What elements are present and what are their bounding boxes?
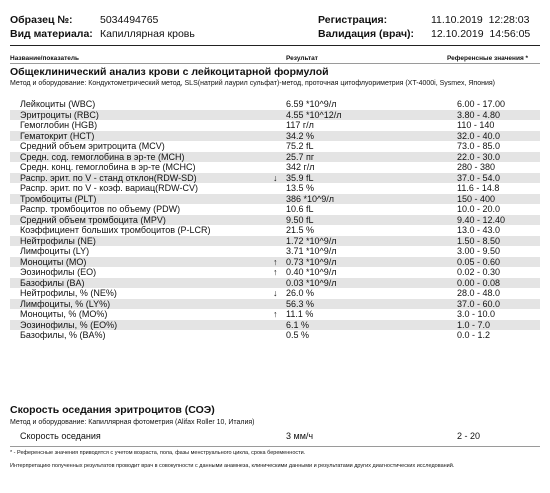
reference-range: 110 - 140 <box>457 120 495 130</box>
result-value: 386 *10^9/л <box>286 193 335 204</box>
result-value: 11.1 % <box>286 309 314 319</box>
result-value: 9.50 fL <box>286 214 314 225</box>
reference-range: 28.0 - 48.0 <box>457 288 501 298</box>
result-name: Гемоглобин (HGB) <box>20 120 98 130</box>
cbc-results-table <box>10 99 540 341</box>
result-name: Эозинофилы, % (EO%) <box>20 319 118 330</box>
result-name: Лимфоциты, % (LY%) <box>20 298 111 309</box>
result-value: 10.6 fL <box>286 204 314 214</box>
result-value: 0.73 *10^9/л <box>286 256 337 267</box>
reference-range: 0.02 - 0.30 <box>457 267 501 277</box>
result-value: 25.7 пг <box>286 151 315 162</box>
result-row <box>10 141 540 152</box>
reference-range: 37.0 - 54.0 <box>457 172 501 183</box>
result-row <box>10 257 540 268</box>
esr-result-value: 3 мм/ч <box>286 431 314 441</box>
result-value: 35.9 fL <box>286 172 314 183</box>
reference-range: 0.0 - 1.2 <box>457 330 491 340</box>
result-row <box>10 267 540 278</box>
result-row <box>10 204 540 215</box>
result-row <box>10 236 540 247</box>
column-name-heading: Название/показатель <box>10 55 80 62</box>
abnormal-flag-icon: ↑ <box>273 309 278 319</box>
abnormal-flag-icon: ↑ <box>273 256 278 267</box>
result-name: Моноциты, % (MO%) <box>20 309 108 319</box>
material-type-label: Вид материала: <box>10 28 93 40</box>
reference-range: 280 - 380 <box>457 162 496 172</box>
esr-section-title: Скорость оседания эритроцитов (СОЭ) <box>10 404 215 416</box>
result-name: Распр. эрит. по V - станд отклон(RDW-SD) <box>20 172 197 183</box>
result-value: 4.55 *10^12/л <box>286 109 342 120</box>
reference-range: 73.0 - 85.0 <box>457 141 501 151</box>
result-value: 34.2 % <box>286 130 315 141</box>
result-name: Коэффициент больших тромбоцитов (P-LCR) <box>20 225 211 235</box>
reference-range: 0.05 - 0.60 <box>457 256 501 267</box>
result-row <box>10 288 540 299</box>
reference-range: 6.00 - 17.00 <box>457 99 506 109</box>
result-row <box>10 99 540 110</box>
result-row <box>10 183 540 194</box>
result-value: 0.40 *10^9/л <box>286 267 337 277</box>
result-row <box>10 225 540 236</box>
result-value: 26.0 % <box>286 288 315 298</box>
reference-range: 37.0 - 60.0 <box>457 298 501 309</box>
result-row <box>10 152 540 163</box>
reference-range: 0.00 - 0.08 <box>457 277 501 288</box>
result-name: Базофилы, % (BA%) <box>20 330 106 340</box>
result-name: Базофилы (BA) <box>20 277 85 288</box>
result-row <box>10 194 540 205</box>
reference-range: 3.80 - 4.80 <box>457 109 501 120</box>
abnormal-flag-icon: ↑ <box>273 267 278 277</box>
result-value: 6.59 *10^9/л <box>286 99 337 109</box>
reference-range: 22.0 - 30.0 <box>457 151 501 162</box>
result-row <box>10 162 540 173</box>
result-name: Тромбоциты (PLT) <box>20 193 97 204</box>
footer-divider <box>10 446 540 447</box>
result-name: Моноциты (MO) <box>20 256 87 267</box>
result-row <box>10 330 540 341</box>
reference-range: 13.0 - 43.0 <box>457 225 501 235</box>
result-name: Средний объем тромбоцита (MPV) <box>20 214 166 225</box>
abnormal-flag-icon: ↓ <box>273 288 278 298</box>
result-value: 6.1 % <box>286 319 310 330</box>
result-value: 117 г/л <box>286 120 314 130</box>
result-name: Нейтрофилы (NE) <box>20 235 96 246</box>
material-type-value: Капиллярная кровь <box>100 28 195 40</box>
esr-result-row <box>10 430 540 442</box>
result-name: Средн. конц. гемоглобина в эр-те (MCHC) <box>20 162 196 172</box>
esr-result-name: Скорость оседания <box>20 431 101 441</box>
result-name: Средн. сод. гемоглобина в эр-те (MCH) <box>20 151 185 162</box>
registration-value: 11.10.2019 12:28:03 <box>431 14 530 26</box>
result-name: Распр. тромбоцитов по объему (PDW) <box>20 204 181 214</box>
result-name: Средний объем эритроцита (MCV) <box>20 141 165 151</box>
result-value: 0.03 *10^9/л <box>286 277 337 288</box>
result-name: Лимфоциты (LY) <box>20 246 90 256</box>
validation-value: 12.10.2019 14:56:05 <box>431 28 531 40</box>
result-value: 342 г/л <box>286 162 315 172</box>
result-name: Нейтрофилы, % (NE%) <box>20 288 117 298</box>
reference-range: 3.00 - 9.50 <box>457 246 501 256</box>
result-row <box>10 131 540 142</box>
result-row <box>10 120 540 131</box>
result-row <box>10 278 540 289</box>
abnormal-flag-icon: ↓ <box>273 172 278 183</box>
validation-label: Валидация (врач): <box>318 28 415 40</box>
reference-range: 9.40 - 12.40 <box>457 214 506 225</box>
result-row <box>10 299 540 310</box>
reference-range: 1.0 - 7.0 <box>457 319 491 330</box>
column-result-heading: Результат <box>286 55 318 62</box>
reference-range: 150 - 400 <box>457 193 496 204</box>
result-row <box>10 173 540 184</box>
reference-footnote: * - Референсные значения приводятся с учетом возраста, пола, фазы менструального цикла, срока беременности. <box>10 450 306 456</box>
result-name: Лейкоциты (WBC) <box>20 99 96 109</box>
column-reference-heading: Референсные значения * <box>447 55 529 62</box>
reference-range: 11.6 - 14.8 <box>457 183 500 193</box>
result-name: Гематокрит (HCT) <box>20 130 95 141</box>
column-divider <box>10 63 540 64</box>
sample-number-label: Образец №: <box>10 14 73 26</box>
result-value: 56.3 % <box>286 298 315 309</box>
result-value: 13.5 % <box>286 183 315 193</box>
registration-label: Регистрация: <box>318 14 388 26</box>
sample-number-value: 5034494765 <box>100 14 159 26</box>
reference-range: 1.50 - 8.50 <box>457 235 501 246</box>
result-row <box>10 246 540 257</box>
reference-range: 32.0 - 40.0 <box>457 130 501 141</box>
cbc-section-title: Общеклинический анализ крови с лейкоцитарной формулой <box>10 66 329 78</box>
result-value: 75.2 fL <box>286 141 314 151</box>
esr-result-reference: 2 - 20 <box>457 431 481 441</box>
interpretation-note: Интерпретацию полученных результатов проводит врач в совокупности с данными анамнеза, клиническими данными и результатами других диагностических исследований. <box>10 463 455 469</box>
result-value: 3.71 *10^9/л <box>286 246 337 256</box>
reference-range: 3.0 - 10.0 <box>457 309 496 319</box>
result-name: Эозинофилы (EO) <box>20 267 97 277</box>
reference-range: 10.0 - 20.0 <box>457 204 501 214</box>
result-row <box>10 320 540 331</box>
cbc-method-text: Метод и оборудование: Кондуктометрический метод, SLS(натрий лаурил сульфат)-метод, проточная цитофлуориметрия (XT-4000i, Sysmex, Япония) <box>10 80 496 87</box>
header-divider <box>10 45 540 46</box>
result-row <box>10 110 540 121</box>
result-value: 21.5 % <box>286 225 315 235</box>
result-row <box>10 309 540 320</box>
result-name: Распр. эрит. по V - коэф. вариац(RDW-CV) <box>20 183 198 193</box>
result-value: 0.5 % <box>286 330 310 340</box>
result-name: Эритроциты (RBC) <box>20 109 99 120</box>
result-value: 1.72 *10^9/л <box>286 235 337 246</box>
esr-method-text: Метод и оборудование: Капиллярная фотометрия (Alifax Roller 10, Италия) <box>10 419 255 426</box>
result-row <box>10 215 540 226</box>
